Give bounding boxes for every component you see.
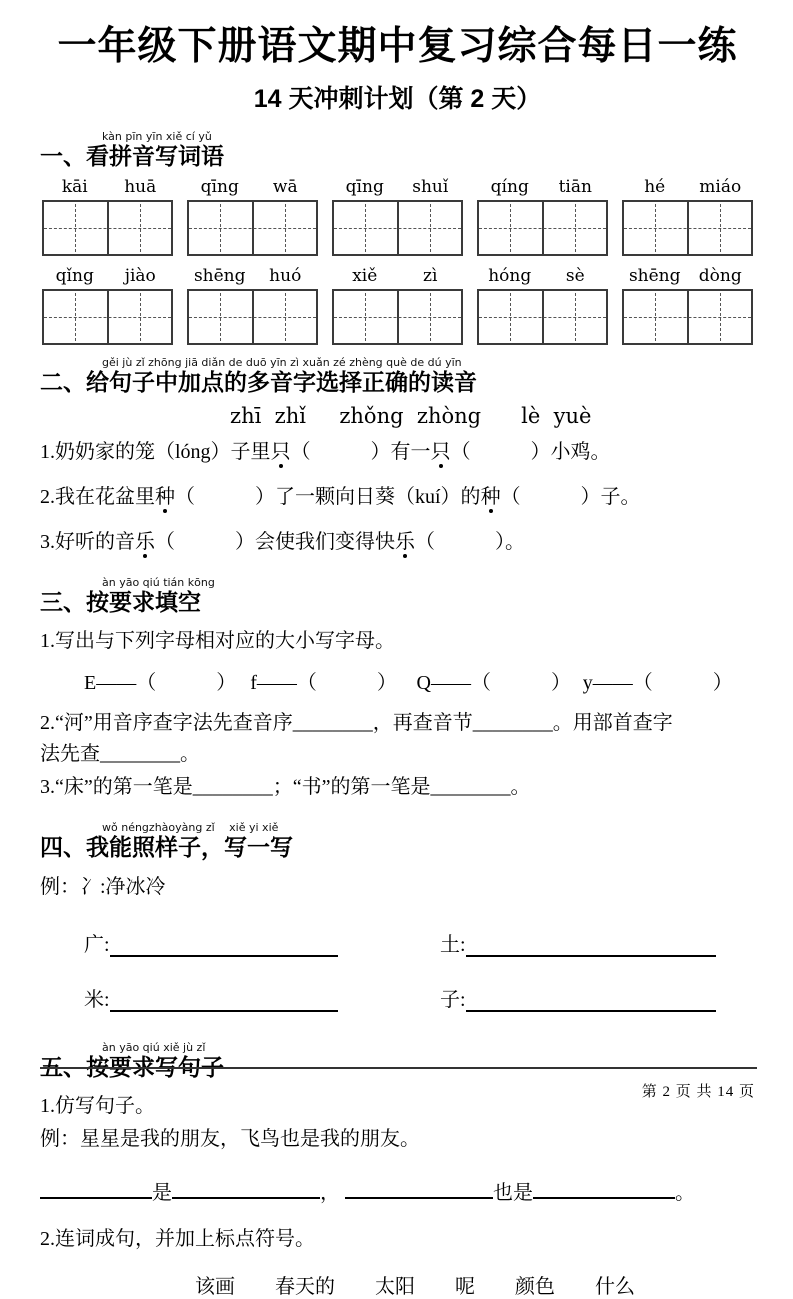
writing-cell[interactable] <box>107 202 172 254</box>
word-unit <box>42 266 173 345</box>
scrambled-words: 该画 春天的 太阳 呢 颜色 什么 <box>195 1276 635 1299</box>
radical-entry <box>440 983 750 1012</box>
fill-word: 是 <box>152 1182 172 1205</box>
writing-cell[interactable] <box>479 291 542 343</box>
answer-blank[interactable] <box>466 934 716 957</box>
pinyin-syllable: zì <box>423 266 438 287</box>
page-title: 一年级下册语文期中复习综合每日一练 <box>57 25 738 68</box>
pinyin-syllable: huā <box>124 177 157 198</box>
pinyin-syllable: xiě <box>352 266 378 287</box>
sentence-3 <box>40 528 755 557</box>
pinyin-syllable: miáo <box>699 177 742 198</box>
writing-box[interactable] <box>187 200 318 256</box>
section-1-pinyin: kàn pīn yīn xiě cí yǔ <box>102 129 212 143</box>
example-sentence: 例：星星是我的朋友，飞鸟也是我的朋友。 <box>40 1128 420 1151</box>
answer-blank[interactable] <box>110 934 338 957</box>
pinyin-grid-row-1 <box>40 177 755 256</box>
pinyin-syllable: qǐng <box>55 266 94 287</box>
writing-box[interactable] <box>622 200 753 256</box>
sentence-segment: （ ）有一 <box>290 440 431 463</box>
writing-cell[interactable] <box>252 202 317 254</box>
answer-blank[interactable] <box>40 1176 152 1199</box>
sentence-2 <box>40 483 755 512</box>
dotted-polyphone-char: 乐 <box>135 530 155 553</box>
writing-box[interactable] <box>622 289 753 345</box>
pinyin-syllable: huó <box>269 266 302 287</box>
writing-cell[interactable] <box>252 291 317 343</box>
word-unit <box>187 177 318 256</box>
pinyin-syllable: shēng <box>628 266 681 287</box>
writing-cell[interactable] <box>542 202 607 254</box>
section-4 <box>40 822 755 1011</box>
pinyin-grid-row-2 <box>40 266 755 345</box>
sentence-segment: （ ）。 <box>415 530 525 553</box>
writing-cell[interactable] <box>397 202 462 254</box>
pinyin-syllable: hé <box>644 177 666 198</box>
writing-cell[interactable] <box>687 202 752 254</box>
fill-word: ， <box>320 1182 340 1205</box>
word-unit <box>477 177 608 256</box>
fill-word: 。 <box>675 1182 695 1205</box>
pinyin-syllable: sè <box>565 266 585 287</box>
radical-row-1 <box>40 928 755 957</box>
writing-cell[interactable] <box>334 291 397 343</box>
pinyin-syllable: qīng <box>200 177 239 198</box>
writing-box[interactable] <box>332 200 463 256</box>
section-1-heading: 一、看拼音写词语 <box>40 142 224 169</box>
writing-cell[interactable] <box>189 291 252 343</box>
writing-cell[interactable] <box>542 291 607 343</box>
section-4-heading: 四、我能照样子，写一写 <box>40 834 293 861</box>
radical-label: 子: <box>440 988 466 1011</box>
letter-blank[interactable]: Q——（ ） <box>416 672 571 695</box>
word-unit <box>622 266 753 345</box>
writing-cell[interactable] <box>397 291 462 343</box>
example-text: 例：冫:净冰冷 <box>40 875 166 898</box>
answer-blank[interactable] <box>533 1176 675 1199</box>
writing-cell[interactable] <box>334 202 397 254</box>
sentence-segment: 1.奶奶家的笼（lóng）子里 <box>40 440 271 463</box>
writing-cell[interactable] <box>624 202 687 254</box>
writing-box[interactable] <box>42 200 173 256</box>
writing-box[interactable] <box>332 289 463 345</box>
footer-divider <box>40 1067 757 1069</box>
section-3 <box>40 577 755 802</box>
word-unit <box>477 266 608 345</box>
fill-word: 也是 <box>493 1182 533 1205</box>
writing-cell[interactable] <box>189 202 252 254</box>
dotted-polyphone-char: 只 <box>430 440 451 463</box>
writing-box[interactable] <box>477 200 608 256</box>
item-2-line-1: 2.“河”用音序查字法先查音序________，再查音节________。用部首查字 <box>40 712 673 735</box>
letter-blank[interactable]: f——（ ） <box>250 672 397 695</box>
sentence-segment: 2.我在花盆里 <box>40 485 155 508</box>
pinyin-syllable: hóng <box>488 266 532 287</box>
answer-blank[interactable] <box>172 1176 320 1199</box>
dotted-polyphone-char: 种 <box>155 485 175 508</box>
sentence-segment: （ ）了一颗向日葵（kuí）的 <box>175 485 481 508</box>
radical-entry <box>440 928 750 957</box>
writing-cell[interactable] <box>44 291 107 343</box>
pinyin-syllable: tiān <box>558 177 592 198</box>
section-3-heading: 三、按要求填空 <box>40 588 201 615</box>
item-1-text: 1.写出与下列字母相对应的大小写字母。 <box>40 630 395 653</box>
word-unit <box>42 177 173 256</box>
pinyin-syllable: kāi <box>61 177 88 198</box>
word-unit <box>332 177 463 256</box>
item-1-text: 1.仿写句子。 <box>40 1095 155 1118</box>
answer-blank[interactable] <box>345 1176 493 1199</box>
item-3-text: 3.“床”的第一笔是________；“书”的第一笔是________。 <box>40 776 531 799</box>
answer-blank[interactable] <box>466 989 716 1012</box>
sentence-segment: （ ）子。 <box>500 485 641 508</box>
word-unit <box>332 266 463 345</box>
letter-matching-row <box>40 666 755 695</box>
letter-blank[interactable]: E——（ ） <box>84 672 237 695</box>
section-5-heading: 五、按要求写句子 <box>40 1053 224 1080</box>
page-number: 第 2 页 共 14 页 <box>641 1084 755 1100</box>
writing-box[interactable] <box>187 289 318 345</box>
radical-label: 广: <box>84 933 110 956</box>
pinyin-syllable: dòng <box>698 266 742 287</box>
sentence-segment: （ ）小鸡。 <box>450 440 611 463</box>
letter-blank[interactable]: y——（ ） <box>582 672 733 695</box>
pronunciation-options: zhī zhǐ zhǒng zhòng lè yuè <box>230 403 592 428</box>
dotted-polyphone-char: 种 <box>480 485 501 508</box>
writing-cell[interactable] <box>687 291 752 343</box>
sentence-1 <box>40 438 755 467</box>
writing-box[interactable] <box>477 289 608 345</box>
pinyin-syllable: qíng <box>490 177 529 198</box>
writing-cell[interactable] <box>44 202 107 254</box>
item-2-text: 2.连词成句，并加上标点符号。 <box>40 1228 315 1251</box>
writing-cell[interactable] <box>107 291 172 343</box>
writing-box[interactable] <box>42 289 173 345</box>
section-2-pinyin: gěi jù zǐ zhōng jiā diǎn de duō yīn zì xuǎn zé zhèng què de dú yīn <box>102 356 462 370</box>
section-2-heading: 二、给句子中加点的多音字选择正确的读音 <box>40 369 477 396</box>
writing-cell[interactable] <box>624 291 687 343</box>
radical-entry <box>84 983 394 1012</box>
section-2 <box>40 357 755 556</box>
pinyin-syllable: jiào <box>124 266 156 287</box>
section-1 <box>40 131 755 345</box>
page-subtitle: 14 天冲刺计划（第 2 天） <box>253 84 542 113</box>
radical-entry <box>84 928 394 957</box>
section-4-pinyin: wǒ néngzhàoyàng zǐ xiě yi xiě <box>102 821 279 835</box>
answer-blank[interactable] <box>110 989 338 1012</box>
section-3-pinyin: àn yāo qiú tián kōng <box>102 575 215 589</box>
sentence-segment: 3.好听的音 <box>40 530 135 553</box>
pinyin-syllable: wā <box>272 177 298 198</box>
pinyin-syllable: qīng <box>345 177 384 198</box>
writing-cell[interactable] <box>479 202 542 254</box>
radical-label: 米: <box>84 988 110 1011</box>
word-unit <box>187 266 318 345</box>
item-2-line-2: 法先查________。 <box>40 743 200 766</box>
word-unit <box>622 177 753 256</box>
pinyin-syllable: shuǐ <box>412 177 449 198</box>
dotted-polyphone-char: 只 <box>270 440 291 463</box>
section-5-pinyin: àn yāo qiú xiě jù zǐ <box>102 1040 206 1054</box>
sentence-segment: （ ）会使我们变得快 <box>155 530 395 553</box>
radical-label: 土: <box>440 933 466 956</box>
radical-row-2 <box>40 983 755 1012</box>
dotted-polyphone-char: 乐 <box>395 530 415 553</box>
pinyin-syllable: shēng <box>193 266 246 287</box>
fill-in-sentence <box>40 1176 755 1205</box>
